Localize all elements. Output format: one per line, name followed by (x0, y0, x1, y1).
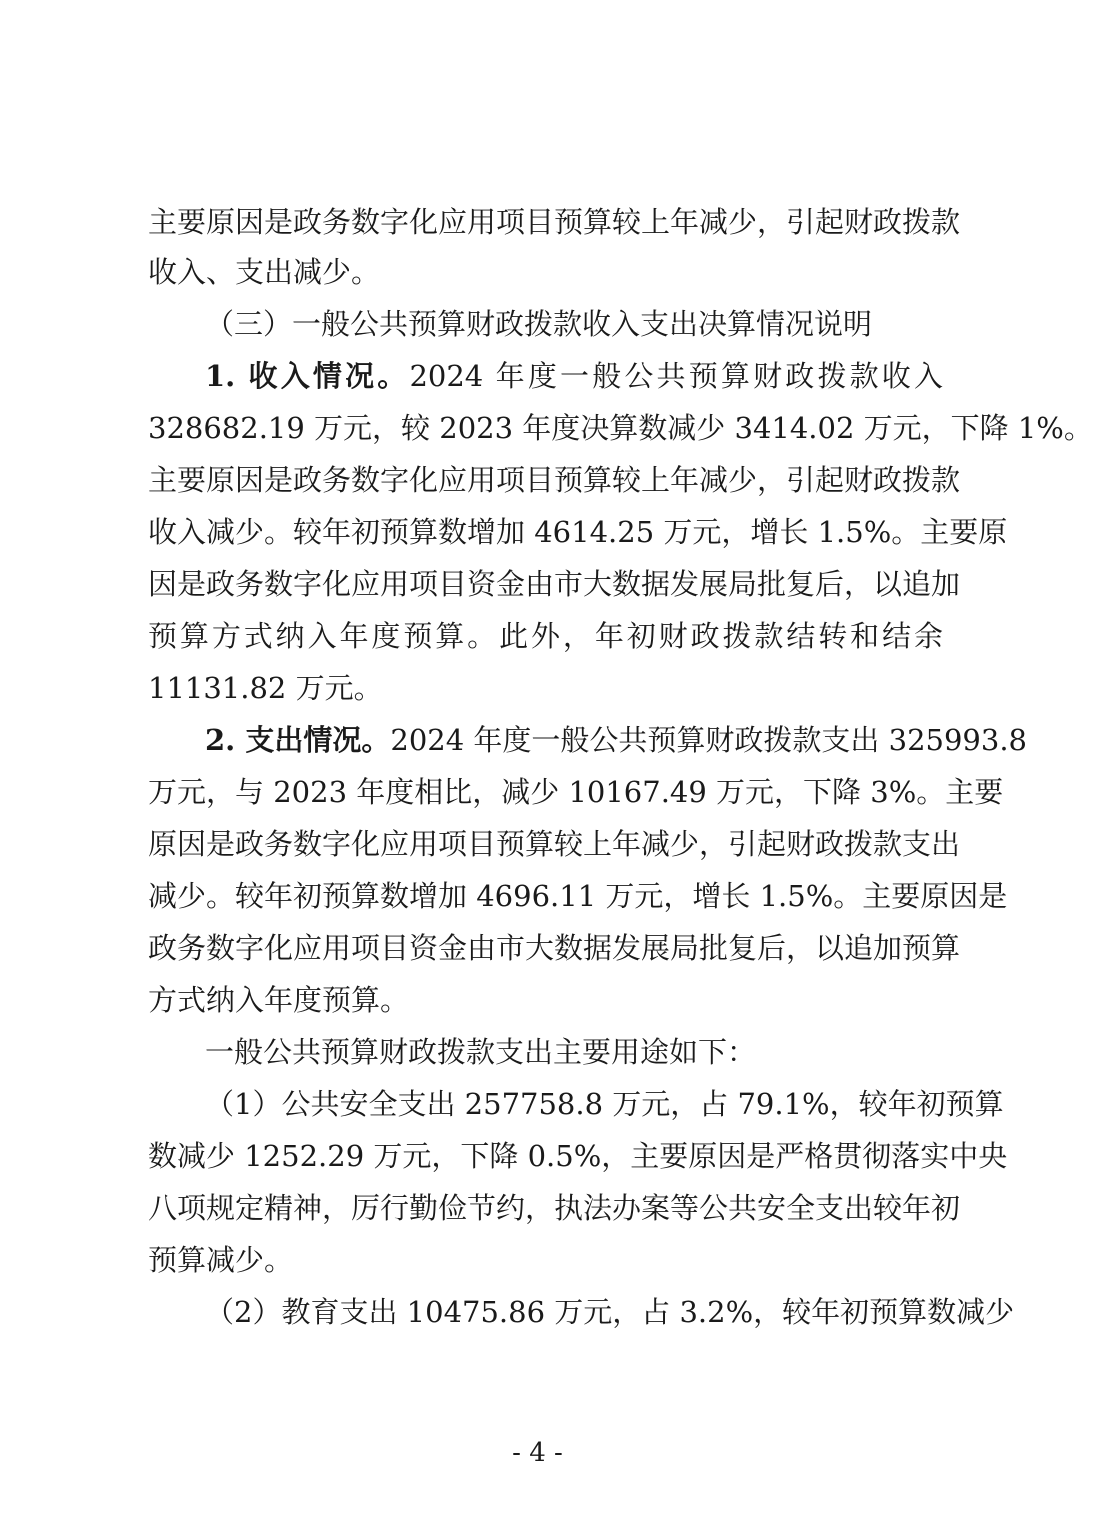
body-line: 减少。较年初预算数增加 4696.11 万元，增长 1.5%。主要原因是 (148, 879, 1008, 913)
body-line-text: 2024 年度一般公共预算财政拨款收入 (409, 359, 943, 393)
section-heading: （三）一般公共预算财政拨款收入支出决算情况说明 (205, 307, 873, 341)
paragraph-heading: 2. 支出情况。 (205, 723, 391, 757)
body-line: 预算减少。 (148, 1243, 294, 1277)
body-line: 11131.82 万元。 (148, 671, 383, 705)
body-line: 八项规定精神，厉行勤俭节约，执法办案等公共安全支出较年初 (148, 1191, 961, 1225)
body-line: 主要原因是政务数字化应用项目预算较上年减少，引起财政拨款 (148, 463, 961, 497)
body-line: 收入减少。较年初预算数增加 4614.25 万元，增长 1.5%。主要原 (148, 515, 1008, 549)
paragraph-heading-line (205, 350, 943, 402)
body-line: 因是政务数字化应用项目资金由市大数据发展局批复后，以追加 (148, 567, 961, 601)
body-line: 一般公共预算财政拨款支出主要用途如下： (205, 1035, 757, 1069)
body-line: 原因是政务数字化应用项目预算较上年减少，引起财政拨款支出 (148, 827, 961, 861)
body-line: 数减少 1252.29 万元，下降 0.5%，主要原因是严格贯彻落实中央 (148, 1139, 1008, 1173)
body-line: 328682.19 万元，较 2023 年度决算数减少 3414.02 万元，下降 1%。 (148, 411, 1093, 445)
body-line: 万元，与 2023 年度相比，减少 10167.49 万元，下降 3%。主要 (148, 775, 1004, 809)
body-line: 收入、支出减少。 (148, 255, 381, 289)
paragraph-heading: 1. 收入情况。 (205, 359, 410, 393)
list-item-line: （1）公共安全支出 257758.8 万元，占 79.1%，较年初预算 (205, 1087, 1004, 1121)
paragraph-heading-line (205, 714, 1027, 766)
body-line: 预算方式纳入年度预算。此外，年初财政拨款结转和结余 (148, 619, 943, 653)
page-number: - 4 - (512, 1438, 563, 1468)
body-line-text: 2024 年度一般公共预算财政拨款支出 325993.8 (390, 723, 1027, 757)
body-line: 政务数字化应用项目资金由市大数据发展局批复后，以追加预算 (148, 931, 961, 965)
body-line: 主要原因是政务数字化应用项目预算较上年减少，引起财政拨款 (148, 205, 961, 239)
list-item-line: （2）教育支出 10475.86 万元，占 3.2%，较年初预算数减少 (205, 1295, 1015, 1329)
body-line: 方式纳入年度预算。 (148, 983, 410, 1017)
